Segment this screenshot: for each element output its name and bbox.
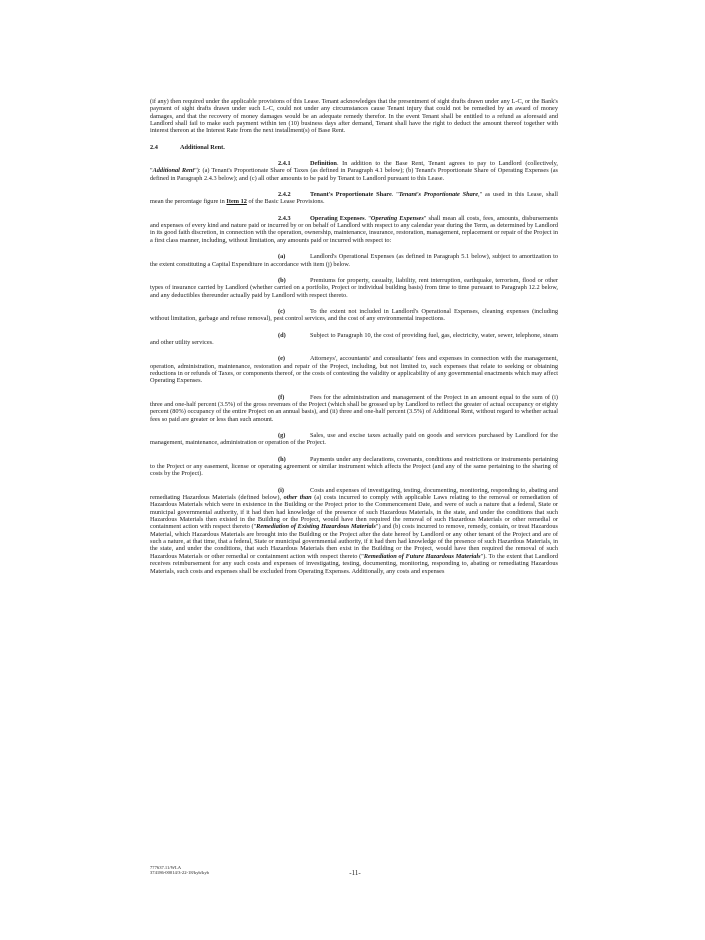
defined-term: Remediation of Existing Hazardous Materials	[256, 523, 376, 531]
subsection-number: 2.4.1	[278, 160, 291, 168]
list-item-i: (i) Costs and expenses of investigating, testing, documenting, monitoring, responding to, abating and remediating Hazardous Materials (defined below), other than (a) costs incurred to comply with applicable Laws relating to the removal or remediation of Hazardous Materials which were in existence in the Building or the Project prior to the Commencement Date, and were of such a nature that a federal, State or municipal governmental authority, if it had then had knowledge of the presence of such Hazardous Materials, in the state, and under the conditions that such Hazardous Materials then existed in the Building or the Project, would have then required the removal of such Hazardous Materials or other remedial or containment action with respect thereto ("Remediation of Existing Hazardous Materials") and (b) costs incurred to remove, remedy, contain, or treat Hazardous Material, which Hazardous Materials are brought into the Building or the Project after the date hereof by Landlord or any other tenant of the Project and are of such a nature, at that time, that a federal, State or municipal governmental authority, if it had then had knowledge of the presence of such Hazardous Materials, in the state, and under the conditions, that such Hazardous Materials then exist in the Building or the Project, would have then required the removal of such Hazardous Materials or other remedial or containment action with respect thereto ("Remediation of Future Hazardous Materials"). To the extent that Landlord receives reimbursement for any such costs and expenses of investigating, testing, documenting, monitoring, responding to, abating or remediating Hazardous Materials, such costs and expenses shall be excluded from Operating Expenses. Additionally, any costs and expenses	[150, 486, 559, 575]
section-number: 2.4	[150, 143, 158, 151]
subsection-number: 2.4.2	[278, 191, 291, 199]
subsection-2-4-3: 2.4.3 Operating Expenses. "Operating Expenses" shall mean all costs, fees, amounts, disbursements and expenses of every kind and nature paid or incurred by or on behalf of Landlord with respect to any calendar year during the Term, as determined by Landlord in its good faith discretion, in connection with the operation, ownership, maintenance, insurance, restoration, management, replacement or repair of the Project in a first class manner, including, without limitation, any amounts paid or incurred with respect to:	[150, 214, 558, 244]
list-item-b: (b) Premiums for property, casualty, liability, rent interruption, earthquake, terrorism, flood or other types of insurance carried by Landlord (whether carried on a portfolio, Project or individual building basis) from time to time pursuant to Paragraph 12.2 below, and any deductibles thereunder actually paid by Landlord with respect thereto.	[150, 276, 558, 299]
list-item-c: (c) To the extent not included in Landlord's Operational Expenses, cleaning expenses (including without limitation, garbage and refuse removal), pest control services, and the cost of any environmental inspections.	[150, 307, 558, 323]
emphasis-other-than: other than	[283, 494, 312, 502]
list-item-e: (e) Attorneys', accountants' and consultants' fees and expenses in connection with the management, operation, administration, maintenance, restoration and repair of the Project, including, but not limited to, such expenses that relate to seeking or obtaining reductions in or refunds of Taxes, or components thereof, or the costs of contesting the validity or applicability of any governmental enactments which may affect Operating Expenses.	[150, 355, 558, 385]
list-item-h: (h) Payments under any declarations, covenants, conditions and restrictions or instruments pertaining to the Project or any easement, license or operating agreement or similar instrument which affects the Project (and any of the same pertaining to the sharing of costs by the Project).	[150, 455, 558, 478]
list-item-a: (a) Landlord's Operational Expenses (as defined in Paragraph 5.1 below), subject to amortization to the extent constituting a Capital Expenditure in accordance with item (j) below.	[150, 253, 558, 268]
subsection-number: 2.4.3	[278, 214, 291, 222]
doc-id-line-1: 777637.11/WLA	[150, 865, 182, 870]
continuation-paragraph: (if any) then required under the applicable provisions of this Lease. Tenant acknowledges that the presentment of sight drafts drawn under any L-C, or the Bank's payment of sight drafts drawn under such L-C, could not under any circumstances cause Tenant injury that could not be remedied by an award of money damages, and that the recovery of money damages would be an adequate remedy therefor. In the event Tenant shall be entitled to a refund as aforesaid and Landlord shall fail to make such payment within ten (10) business days after demand, Tenant shall have the right to deduct the amount thereof together with interest thereon at the Interest Rate from the next installment(s) of Base Rent.	[150, 98, 558, 135]
section-title: Additional Rent.	[180, 143, 225, 151]
section-heading-2-4	[150, 144, 558, 151]
subsection-2-4-2: 2.4.2 Tenant's Proportionate Share. "Tenant's Proportionate Share," as used in this Lease, shall mean the percentage figure in Item 12 of the Basic Lease Provisions.	[150, 191, 558, 206]
defined-term: Additional Rent	[152, 167, 195, 175]
document-id-footer	[150, 865, 209, 876]
subsection-title: Definition	[310, 160, 337, 168]
subsection-title: Tenant's Proportionate Share	[310, 191, 392, 199]
page-number: -11-	[349, 869, 361, 877]
defined-term: Operating Expenses	[370, 214, 424, 222]
lease-body-text	[150, 98, 558, 575]
defined-term: Tenant's Proportionate Share	[398, 191, 478, 199]
item-reference: Item 12	[226, 198, 247, 206]
subsection-2-4-1: 2.4.1 Definition. In addition to the Base Rent, Tenant agrees to pay to Landlord (collectively, "Additional Rent"): (a) Tenant's Proportionate Share of Taxes (as defined in Paragraph 4.1 below); (b) Tenant's Proportionate Share of Operating Expenses (as defined in Paragraph 2.4.3 below); and (c) all other amounts to be paid by Tenant to Landlord pursuant to this Lease.	[150, 160, 559, 182]
list-item-g: (g) Sales, use and excise taxes actually paid on goods and services purchased by Landlord for the management, maintenance, administration or operation of the Project.	[150, 432, 558, 447]
defined-term: Remediation of Future Hazardous Materials	[363, 552, 481, 560]
list-item-d: (d) Subject to Paragraph 10, the cost of providing fuel, gas, electricity, water, sewer, telephone, steam and other utility services.	[150, 331, 558, 346]
list-item-f: (f) Fees for the administration and management of the Project in an amount equal to the sum of (i) three and one-half percent (3.5%) of the gross revenues of the Project (which shall be grossed up by Landlord to reflect the greater of actual occupancy or eighty percent (80%) occupancy of the entire Project on an annual basis), and (ii) three and one-half percent (3.5%) of Additional Rent, without regard to whether actual fees so paid are greater or less than such amount.	[150, 393, 558, 423]
subsection-title: Operating Expenses	[310, 214, 365, 222]
doc-id-line-2: 374186-00014/3-22-18/kyb/kyb	[150, 870, 209, 876]
